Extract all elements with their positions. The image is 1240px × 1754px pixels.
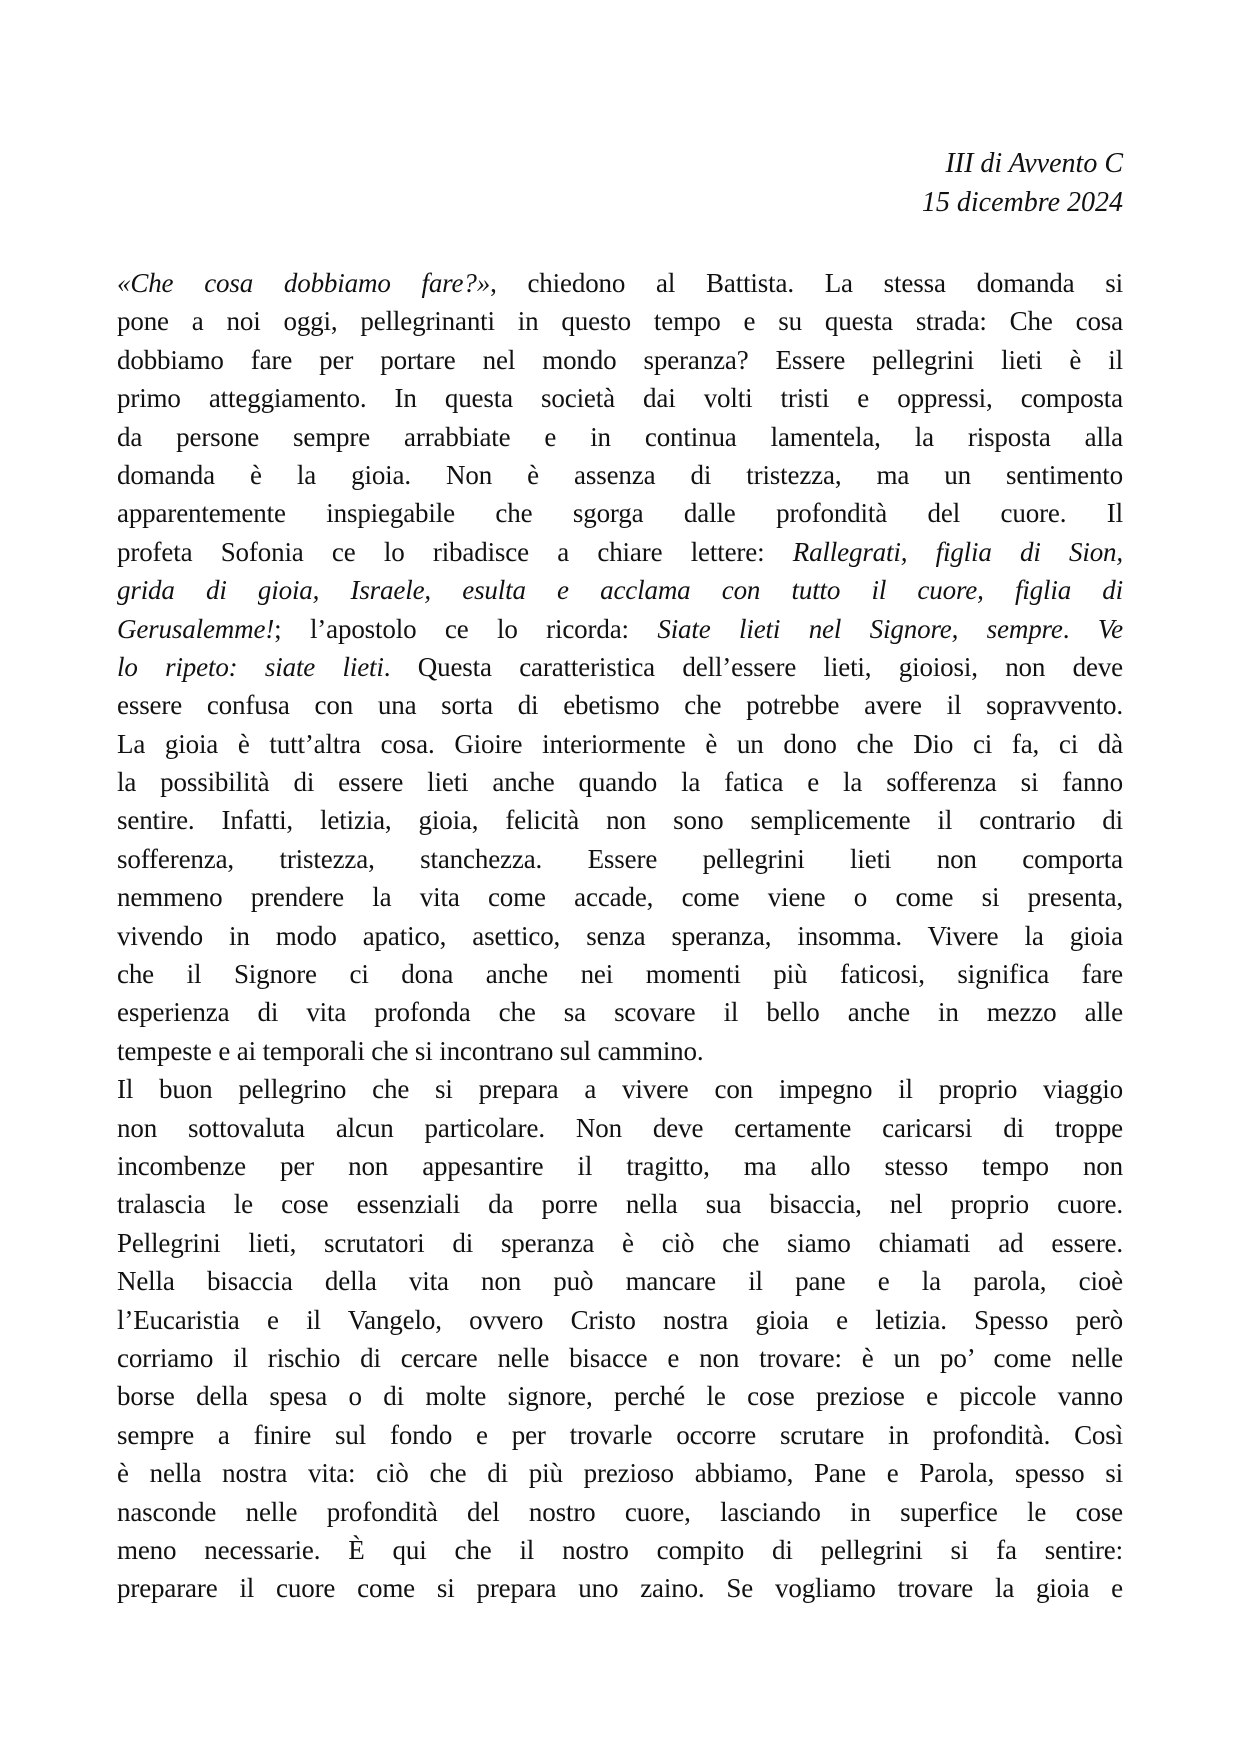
text-segment: non sottovaluta alcun particolare. Non deve certamente caricarsi di troppe [117, 1112, 1123, 1143]
text-line [117, 379, 1123, 417]
text-line [117, 1185, 1123, 1223]
text-line [117, 1109, 1123, 1147]
text-segment: profeta Sofonia ce lo ribadisce a chiare lettere: [117, 536, 793, 567]
document-body [117, 264, 1123, 1608]
text-line [117, 456, 1123, 494]
italic-quote: lo ripeto: siate lieti [117, 651, 384, 682]
text-segment: tempeste e ai temporali che si incontrano sul cammino. [117, 1035, 704, 1066]
text-line [117, 1531, 1123, 1569]
text-segment: che il Signore ci dona anche nei momenti più faticosi, significa fare [117, 959, 1123, 990]
paragraph [117, 1070, 1123, 1607]
italic-quote: grida di gioia, Israele, esulta e acclama con tutto il cuore, figlia di [117, 575, 1123, 606]
text-segment: , chiedono al Battista. La stessa domanda si [490, 268, 1123, 298]
text-segment: nemmeno prendere la vita come accade, come viene o come si presenta, [117, 882, 1123, 913]
text-line [117, 801, 1123, 839]
text-line [117, 1569, 1123, 1607]
text-segment: apparentemente inspiegabile che sgorga dalle profondità del cuore. Il [117, 498, 1123, 529]
text-segment: da persone sempre arrabbiate e in continua lamentela, la risposta alla [117, 421, 1123, 452]
text-segment: pone a noi oggi, pellegrinanti in questo tempo e su questa strada: Che cosa [117, 306, 1123, 337]
text-line [117, 494, 1123, 532]
text-line [117, 1339, 1123, 1377]
text-segment: vivendo in modo apatico, asettico, senza speranza, insomma. Vivere la gioia [117, 920, 1123, 951]
text-line [117, 1416, 1123, 1454]
text-line [117, 1454, 1123, 1492]
text-line [117, 341, 1123, 379]
text-line [117, 1032, 1123, 1070]
document-header [922, 144, 1123, 222]
text-segment: è nella nostra vita: ciò che di più prezioso abbiamo, Pane e Parola, spesso si [117, 1458, 1123, 1489]
text-line [117, 955, 1123, 993]
text-line [117, 1224, 1123, 1262]
text-segment: tralascia le cose essenziali da porre nella sua bisaccia, nel proprio cuore. [117, 1189, 1123, 1220]
text-line [117, 840, 1123, 878]
text-segment: domanda è la gioia. Non è assenza di tristezza, ma un sentimento [117, 459, 1123, 490]
text-segment: la possibilità di essere lieti anche quando la fatica e la sofferenza si fanno [117, 767, 1123, 798]
italic-quote: «Che cosa dobbiamo fare?» [117, 268, 491, 298]
text-segment: l’Eucaristia e il Vangelo, ovvero Cristo nostra gioia e letizia. Spesso però [117, 1304, 1123, 1335]
text-line [117, 1377, 1123, 1415]
italic-quote: Rallegrati, figlia di Sion, [792, 536, 1123, 567]
text-line [117, 763, 1123, 801]
text-segment: esperienza di vita profonda che sa scovare il bello anche in mezzo alle [117, 997, 1123, 1028]
text-segment: sofferenza, tristezza, stanchezza. Essere pellegrini lieti non comporta [117, 843, 1123, 874]
text-line [117, 686, 1123, 724]
text-segment: corriamo il rischio di cercare nelle bisacce e non trovare: è un po’ come nelle [117, 1342, 1123, 1373]
text-segment: incombenze per non appesantire il tragitto, ma allo stesso tempo non [117, 1150, 1123, 1181]
text-line [117, 533, 1123, 571]
text-segment: . [1062, 613, 1098, 644]
liturgical-title: III di Avvento C [945, 148, 1123, 179]
text-line [117, 917, 1123, 955]
text-segment: primo atteggiamento. In questa società dai volti tristi e oppressi, composta [117, 383, 1123, 414]
text-line [117, 878, 1123, 916]
text-segment: Nella bisaccia della vita non può mancare il pane e la parola, cioè [117, 1266, 1123, 1297]
text-segment: La gioia è tutt’altra cosa. Gioire interiormente è un dono che Dio ci fa, ci dà [117, 728, 1123, 759]
text-line [117, 725, 1123, 763]
text-segment: sempre a finire sul fondo e per trovarle occorre scrutare in profondità. Così [117, 1419, 1123, 1450]
text-line [117, 648, 1123, 686]
text-segment: dobbiamo fare per portare nel mondo speranza? Essere pellegrini lieti è il [117, 344, 1123, 375]
text-line [117, 571, 1123, 609]
text-line [117, 418, 1123, 456]
text-segment: Il buon pellegrino che si prepara a vivere con impegno il proprio viaggio [117, 1074, 1123, 1105]
document-date: 15 dicembre 2024 [921, 187, 1123, 218]
text-line [117, 1147, 1123, 1185]
text-line [117, 610, 1123, 648]
text-segment: preparare il cuore come si prepara uno zaino. Se vogliamo trovare la gioia e [117, 1573, 1123, 1604]
italic-quote: Ve [1097, 613, 1123, 644]
text-segment: . Questa caratteristica dell’essere lieti, gioiosi, non deve [383, 651, 1124, 682]
text-segment: borse della spesa o di molte signore, perché le cose preziose e piccole vanno [117, 1381, 1123, 1412]
text-line [117, 993, 1123, 1031]
text-line [117, 264, 1123, 302]
text-line [117, 302, 1123, 340]
italic-quote: Siate lieti nel Signore, sempre [657, 613, 1063, 644]
text-line [117, 1070, 1123, 1108]
text-segment: essere confusa con una sorta di ebetismo che potrebbe avere il sopravvento. [117, 690, 1123, 721]
text-line [117, 1262, 1123, 1300]
text-segment: Pellegrini lieti, scrutatori di speranza è ciò che siamo chiamati ad essere. [117, 1227, 1123, 1258]
text-segment: sentire. Infatti, letizia, gioia, felicità non sono semplicemente il contrario di [117, 805, 1123, 836]
italic-quote: Gerusalemme! [117, 613, 275, 644]
text-segment: nasconde nelle profondità del nostro cuore, lasciando in superfice le cose [117, 1496, 1123, 1527]
text-line [117, 1301, 1123, 1339]
text-segment: meno necessarie. È qui che il nostro compito di pellegrini si fa sentire: [117, 1534, 1123, 1565]
paragraph [117, 264, 1123, 1070]
text-segment: ; l’apostolo ce lo ricorda: [274, 613, 658, 644]
text-line [117, 1493, 1123, 1531]
